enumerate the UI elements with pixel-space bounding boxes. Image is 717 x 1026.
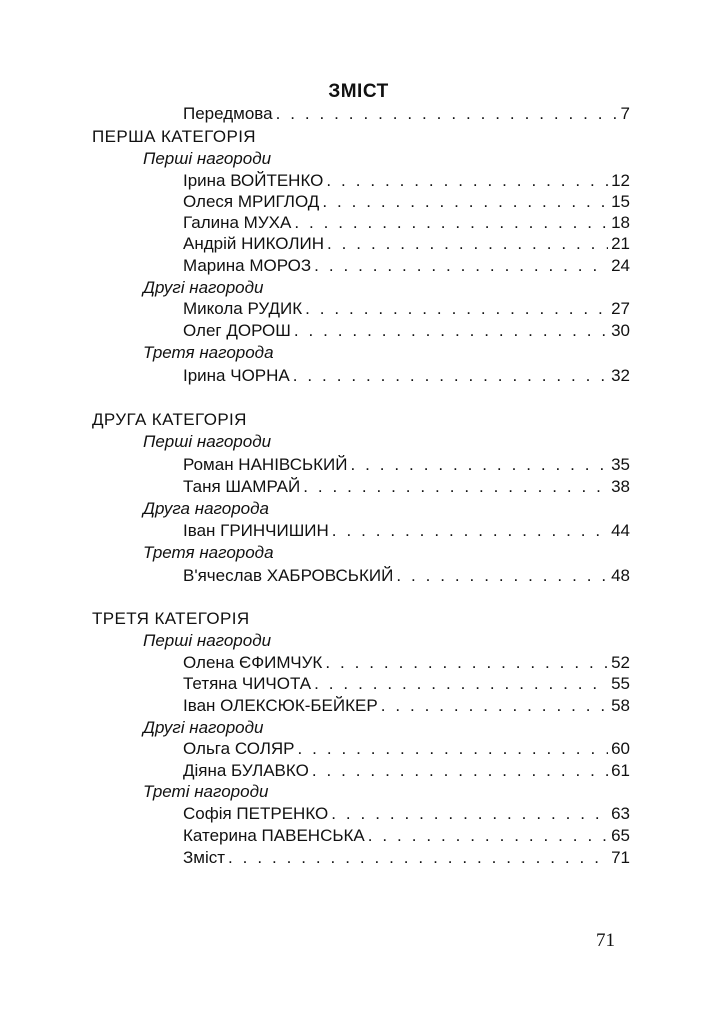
toc-entry-page: 38 xyxy=(611,477,630,496)
award-subheading: Другі нагороди xyxy=(143,278,264,297)
award-subheading: Третя нагорода xyxy=(143,343,274,362)
dot-leader xyxy=(326,171,608,191)
toc-entry[interactable] xyxy=(183,299,630,319)
category-heading: ДРУГА КАТЕГОРІЯ xyxy=(92,410,247,429)
category-heading: ТРЕТЯ КАТЕГОРІЯ xyxy=(92,609,250,628)
toc-entry-title: В'ячеслав ХАБРОВСЬКИЙ xyxy=(183,566,394,585)
toc-entry-title: Галина МУХА xyxy=(183,213,292,232)
toc-entry-page: 71 xyxy=(611,848,630,867)
toc-entry-page: 27 xyxy=(611,299,630,318)
toc-entry[interactable] xyxy=(183,455,630,475)
toc-entry[interactable] xyxy=(183,674,630,694)
dot-leader xyxy=(381,696,608,716)
toc-entry-title: Марина МОРОЗ xyxy=(183,256,312,275)
toc-entry-title: Зміст xyxy=(183,848,226,867)
toc-entry-title: Тетяна ЧИЧОТА xyxy=(183,674,312,693)
award-subheading: Другі нагороди xyxy=(143,718,264,737)
toc-entry-page: 61 xyxy=(611,761,630,780)
toc-entry-page: 65 xyxy=(611,826,630,845)
toc-entry-title: Олена ЄФИМЧУК xyxy=(183,653,323,672)
toc-entry-title: Передмова xyxy=(183,104,273,123)
dot-leader xyxy=(314,674,608,694)
toc-entry-title: Іван ГРИНЧИШИН xyxy=(183,521,329,540)
toc-entry-page: 48 xyxy=(611,566,630,585)
toc-entry-title: Іван ОЛЕКСЮК-БЕЙКЕР xyxy=(183,696,378,715)
category-heading: ПЕРША КАТЕГОРІЯ xyxy=(92,127,256,146)
toc-entry-page: 32 xyxy=(611,366,630,385)
dot-leader xyxy=(276,104,618,124)
toc-entry-title: Микола РУДИК xyxy=(183,299,303,318)
toc-entry-page: 55 xyxy=(611,674,630,693)
toc-entry-title: Ольга СОЛЯР xyxy=(183,739,295,758)
dot-leader xyxy=(312,761,608,781)
toc-entry-page: 58 xyxy=(611,696,630,715)
toc-entry-title: Олег ДОРОШ xyxy=(183,321,291,340)
toc-entry-page: 44 xyxy=(611,521,630,540)
toc-title: ЗМІСТ xyxy=(328,81,389,102)
dot-leader xyxy=(294,213,608,233)
dot-leader xyxy=(303,477,608,497)
award-subheading: Треті нагороди xyxy=(143,782,269,801)
dot-leader xyxy=(305,299,608,319)
toc-entry[interactable] xyxy=(183,213,630,233)
toc-entry[interactable] xyxy=(183,521,630,541)
toc-entry[interactable] xyxy=(183,804,630,824)
toc-entry-page: 18 xyxy=(611,213,630,232)
award-subheading: Друга нагорода xyxy=(143,499,269,518)
dot-leader xyxy=(228,848,608,868)
dot-leader xyxy=(332,521,608,541)
dot-leader xyxy=(350,455,608,475)
dot-leader xyxy=(293,366,608,386)
toc-entry-title: Роман НАНІВСЬКИЙ xyxy=(183,455,348,474)
dot-leader xyxy=(368,826,608,846)
toc-entry-title: Діяна БУЛАВКО xyxy=(183,761,309,780)
toc-entry-page: 60 xyxy=(611,739,630,758)
toc-entry-page: 21 xyxy=(611,234,630,253)
toc-entry-page: 35 xyxy=(611,455,630,474)
toc-entry[interactable] xyxy=(183,477,630,497)
dot-leader xyxy=(396,566,608,586)
toc-entry[interactable] xyxy=(183,192,630,212)
toc-entry-title: Катерина ПАВЕНСЬКА xyxy=(183,826,365,845)
toc-entry-page: 52 xyxy=(611,653,630,672)
toc-entry-preface[interactable] xyxy=(183,104,630,124)
toc-entry-page: 24 xyxy=(611,256,630,275)
toc-entry-page: 30 xyxy=(611,321,630,340)
dot-leader xyxy=(325,653,608,673)
dot-leader xyxy=(327,234,608,254)
toc-entry[interactable] xyxy=(183,234,630,254)
toc-entry[interactable] xyxy=(183,696,630,716)
award-subheading: Третя нагорода xyxy=(143,543,274,562)
dot-leader xyxy=(314,256,608,276)
toc-entry[interactable] xyxy=(183,566,630,586)
toc-entry[interactable] xyxy=(183,761,630,781)
dot-leader xyxy=(331,804,608,824)
toc-entry-title: Софія ПЕТРЕНКО xyxy=(183,804,329,823)
toc-entry-title: Ірина ВОЙТЕНКО xyxy=(183,171,324,190)
toc-entry-title: Андрій НИКОЛИН xyxy=(183,234,324,253)
toc-entry-title: Ірина ЧОРНА xyxy=(183,366,290,385)
toc-entry-page: 15 xyxy=(611,192,630,211)
dot-leader xyxy=(298,739,609,759)
toc-entry[interactable] xyxy=(183,826,630,846)
toc-entry-title: Олеся МРИГЛОД xyxy=(183,192,320,211)
toc-entry[interactable] xyxy=(183,321,630,341)
award-subheading: Перші нагороди xyxy=(143,432,272,451)
toc-entry[interactable] xyxy=(183,739,630,759)
toc-entry-page: 7 xyxy=(620,104,630,123)
award-subheading: Перші нагороди xyxy=(143,631,272,650)
page-number: 71 xyxy=(596,930,615,951)
dot-leader xyxy=(322,192,608,212)
toc-entry-title: Таня ШАМРАЙ xyxy=(183,477,301,496)
award-subheading: Перші нагороди xyxy=(143,149,272,168)
toc-entry[interactable] xyxy=(183,171,630,191)
toc-entry[interactable] xyxy=(183,848,630,868)
toc-entry[interactable] xyxy=(183,653,630,673)
dot-leader xyxy=(294,321,608,341)
toc-entry-page: 63 xyxy=(611,804,630,823)
toc-entry[interactable] xyxy=(183,256,630,276)
toc-entry-page: 12 xyxy=(611,171,630,190)
toc-entry[interactable] xyxy=(183,366,630,386)
